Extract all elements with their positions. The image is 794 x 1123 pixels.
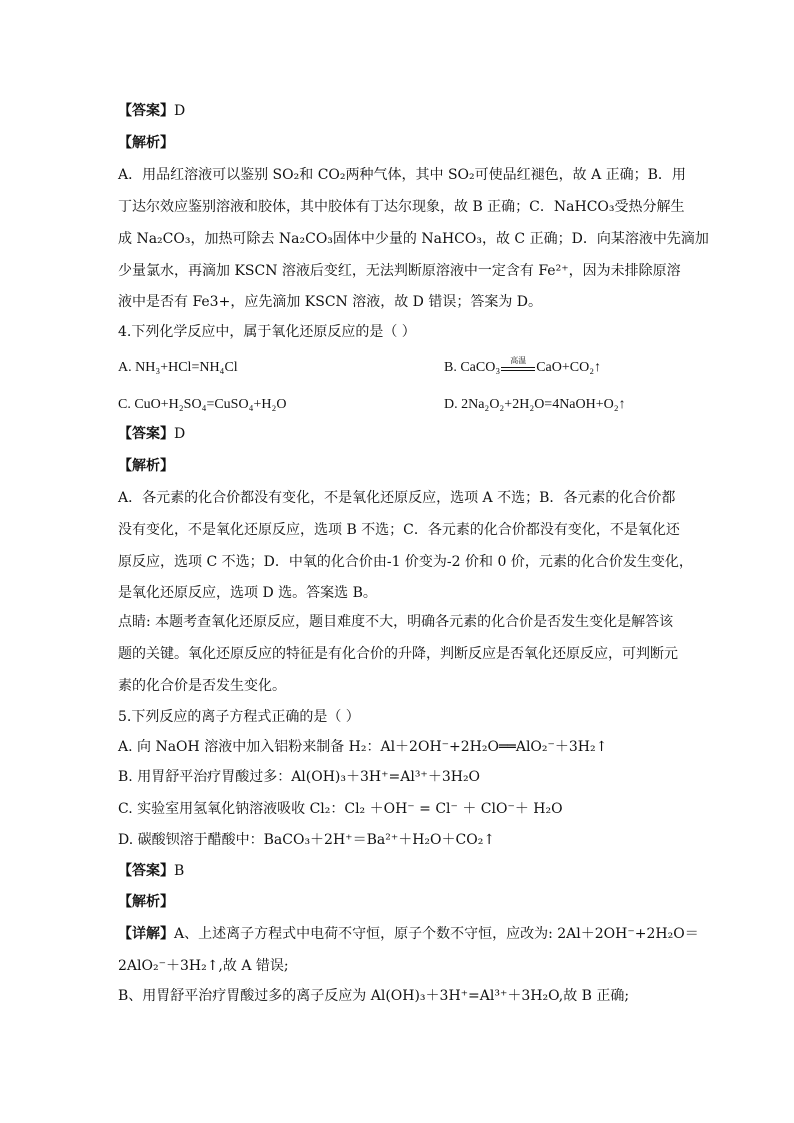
q5-option-d: D. 碳酸钡溶于醋酸中：BaCO₃＋2H⁺＝Ba²⁺＋H₂O＋CO₂↑ [118,832,496,848]
q4-note-line: 素的化合价是否发生变化。 [118,678,286,694]
q4-option-d: D. 2Na₂O₂+2H₂O=4NaOH+O₂↑ [444,397,626,412]
q4-analysis-line: 原反应，选项 C 不选；D．中氧的化合价由-1 价变为-2 价和 0 价，元素的化合价发生变化， [118,554,693,570]
q5-option-b: B. 用胃舒平治疗胃酸过多：Al(OH)₃＋3H⁺=Al³⁺＋3H₂O [118,769,481,785]
answer-value: D [174,426,186,442]
condition-label: 高温 [510,356,527,365]
q4-analysis-line: 没有变化，不是氧化还原反应，选项 B 不选；C．各元素的化合价都没有变化，不是氧化还 [118,522,680,538]
q4-stem: 4.下列化学反应中，属于氧化还原反应的是（ ） [118,324,416,340]
q4-analysis-line: 是氧化还原反应，选项 D 选。答案选 B。 [118,585,377,601]
answer-value: B [174,863,185,879]
answer-value: D [174,103,186,119]
q5-stem: 5.下列反应的离子方程式正确的是（ ） [118,709,360,725]
q5-detail-line: 2AlO₂⁻＋3H₂↑,故 A 错误; [118,958,289,974]
q3-analysis-line: A．用品红溶液可以鉴别 SO₂和 CO₂两种气体，其中 SO₂可使品红褪色，故 A 正确；B．用 [118,167,686,183]
answer-label: 【答案】 [118,426,174,442]
q5-option-c: C. 实验室用氢氧化钠溶液吸收 Cl₂：Cl₂ ＋OH⁻ = Cl⁻ ＋ ClO⁻＋ H₂O [118,801,563,817]
q5-answer [118,861,184,881]
q4-option-a: A. NH₃+HCl=NH₄Cl [118,360,238,375]
q4-option-c: C. CuO+H₂SO₄=CuSO₄+H₂O [118,397,287,412]
q4-analysis-label: 【解析】 [118,458,174,474]
option-b-reactant: B. CaCO₃ [444,360,501,375]
high-temperature-condition [501,356,535,371]
answer-label: 【答案】 [118,103,174,119]
q4-answer [118,424,185,444]
q3-analysis-line: 成 Na₂CO₃，加热可除去 Na₂CO₃固体中少量的 NaHCO₃，故 C 正确；D．向某溶液中先滴加 [118,231,709,247]
q5-detail-line [118,924,699,944]
q5-analysis-label: 【解析】 [118,894,174,910]
q3-analysis-label: 【解析】 [118,135,174,151]
q3-analysis-line: 液中是否有 Fe3+，应先滴加 KSCN 溶液，故 D 错误；答案为 D。 [118,294,543,310]
q5-detail-line: B、用胃舒平治疗胃酸过多的离子反应为 Al(OH)₃＋3H⁺=Al³⁺＋3H₂O,故 B 正确; [118,988,630,1004]
q4-note-line: 点睛: 本题考查氧化还原反应，题目难度不大，明确各元素的化合价是否发生变化是解答该 [118,614,674,630]
option-b-products: CaO+CO₂↑ [536,360,602,375]
detail-label: 【详解】 [118,926,174,942]
q3-analysis-line: 丁达尔效应鉴别溶液和胶体，其中胶体有丁达尔现象，故 B 正确；C．NaHCO₃受热分解生 [118,199,685,215]
q4-analysis-line: A．各元素的化合价都没有变化，不是氧化还原反应，选项 A 不选；B．各元素的化合价都 [118,490,676,506]
q5-option-a: A. 向 NaOH 溶液中加入铝粉来制备 H₂：Al＋2OH⁻+2H₂O══AlO₂⁻＋3H₂↑ [118,739,608,755]
answer-label: 【答案】 [118,863,174,879]
q4-note-line: 题的关键。氧化还原反应的特征是有化合价的升降，判断反应是否氧化还原反应，可判断元 [118,646,678,662]
q4-option-b [444,358,601,378]
detail-text: A、上述离子方程式中电荷不守恒，原子个数不守恒，应改为: 2Al＋2OH⁻+2H₂O＝ [174,926,699,942]
q3-answer [118,101,185,121]
q3-analysis-line: 少量氯水，再滴加 KSCN 溶液后变红，无法判断原溶液中一定含有 Fe²⁺，因为未排除原溶 [118,263,681,279]
